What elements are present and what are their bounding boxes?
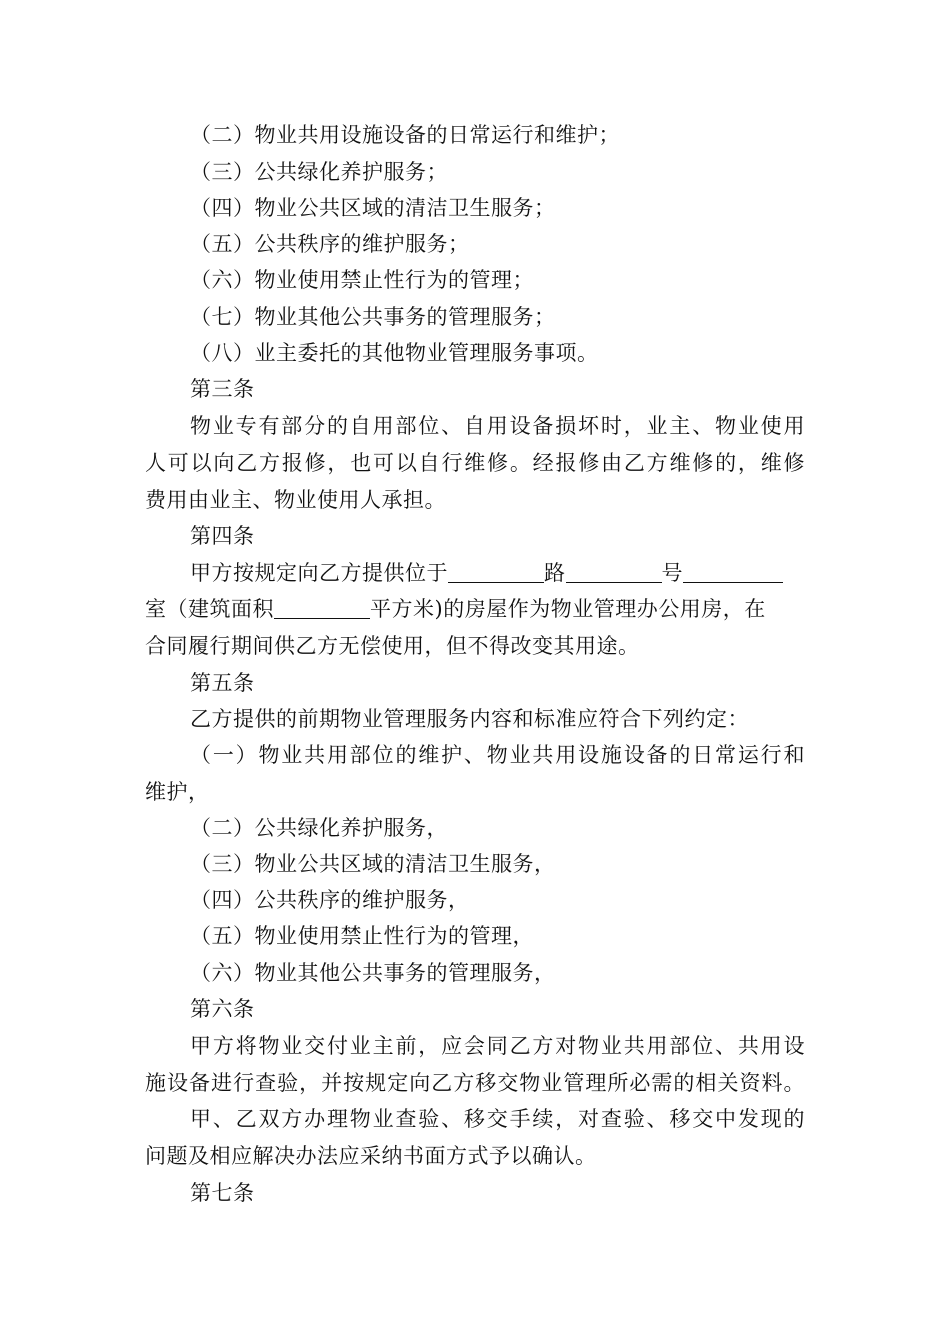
clause-item-5: （五）公共秩序的维护服务；	[190, 232, 470, 256]
article-5-intro: 乙方提供的前期物业管理服务内容和标准应符合下列约定：	[190, 707, 749, 731]
blank-area	[274, 598, 370, 619]
article-heading-6: 第六条	[190, 997, 255, 1021]
article-3-text-line-3: 费用由业主、物业使用人承担。	[145, 488, 446, 512]
blank-room	[683, 562, 783, 583]
article-6-para-2-line-1: 甲、乙双方办理物业查验、移交手续，对查验、移交中发现的	[190, 1107, 805, 1131]
service-item-4: （四）公共秩序的维护服务，	[190, 888, 470, 912]
clause-item-8: （八）业主委托的其他物业管理服务事项。	[190, 341, 599, 365]
article-4-text-line-1	[190, 560, 783, 586]
service-item-6: （六）物业其他公共事务的管理服务，	[190, 961, 556, 985]
service-item-1-line-2: 维护，	[145, 780, 210, 804]
clause-item-2: （二）物业共用设施设备的日常运行和维护；	[190, 123, 620, 147]
article-heading-3: 第三条	[190, 377, 255, 401]
article-4-text-e: 平方米)的房屋作为物业管理办公用房，在	[370, 597, 766, 621]
article-heading-5: 第五条	[190, 671, 255, 695]
article-4-text-line-2	[145, 596, 766, 622]
article-heading-7: 第七条	[190, 1181, 255, 1205]
article-6-para-2-line-2: 问题及相应解决办法应采纳书面方式予以确认。	[145, 1144, 597, 1168]
clause-item-4: （四）物业公共区域的清洁卫生服务；	[190, 196, 556, 220]
article-3-text-line-2: 人可以向乙方报修，也可以自行维修。经报修由乙方维修的，维修	[145, 451, 805, 475]
clause-item-6: （六）物业使用禁止性行为的管理；	[190, 268, 534, 292]
clause-item-3: （三）公共绿化养护服务；	[190, 160, 448, 184]
service-item-2: （二）公共绿化养护服务，	[190, 816, 448, 840]
article-4-text-c: 号	[661, 561, 683, 585]
clause-item-7: （七）物业其他公共事务的管理服务；	[190, 305, 556, 329]
article-6-para-1-line-1: 甲方将物业交付业主前，应会同乙方对物业共用部位、共用设	[190, 1034, 805, 1058]
service-item-1-line-1: （一）物业共用部位的维护、物业共用设施设备的日常运行和	[190, 743, 805, 767]
article-4-text-line-3: 合同履行期间供乙方无偿使用，但不得改变其用途。	[145, 634, 640, 658]
blank-number	[566, 562, 662, 583]
article-4-text-d: 室（建筑面积	[145, 597, 274, 621]
article-4-text-b: 路	[544, 561, 566, 585]
article-heading-4: 第四条	[190, 524, 255, 548]
service-item-5: （五）物业使用禁止性行为的管理，	[190, 924, 534, 948]
article-6-para-1-line-2: 施设备进行查验，并按规定向乙方移交物业管理所必需的相关资料。	[145, 1071, 805, 1095]
article-3-text-line-1: 物业专有部分的自用部位、自用设备损坏时，业主、物业使用	[190, 414, 805, 438]
article-4-text-a: 甲方按规定向乙方提供位于	[190, 561, 448, 585]
blank-road	[448, 562, 544, 583]
service-item-3: （三）物业公共区域的清洁卫生服务，	[190, 852, 556, 876]
